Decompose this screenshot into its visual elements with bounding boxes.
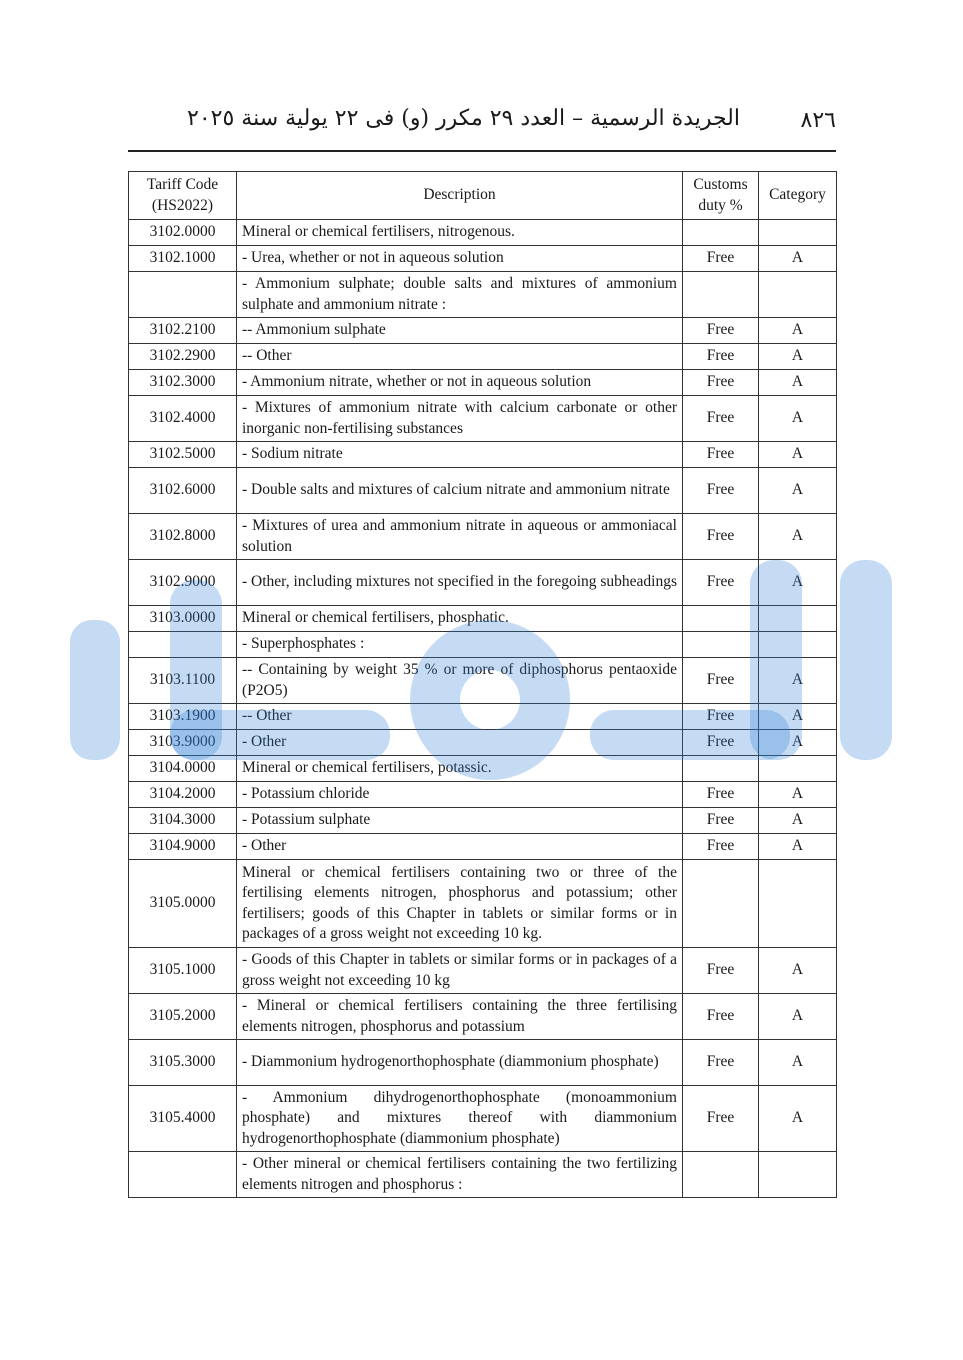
description-cell: - Mixtures of urea and ammonium nitrate in aqueous or ammoniacal solution	[237, 514, 683, 560]
description-cell: - Other, including mixtures not specified in the foregoing subheadings	[237, 560, 683, 606]
table-row	[129, 370, 837, 396]
category-cell: A	[759, 658, 837, 704]
description-cell: - Sodium nitrate	[237, 442, 683, 468]
tariff-code-cell: 3105.2000	[129, 994, 237, 1040]
customs-duty-cell: Free	[683, 560, 759, 606]
customs-duty-cell: Free	[683, 396, 759, 442]
customs-duty-cell: Free	[683, 782, 759, 808]
tariff-code-cell: 3102.2100	[129, 318, 237, 344]
table-row	[129, 468, 837, 514]
description-cell: - Superphosphates :	[237, 632, 683, 658]
tariff-code-cell: 3102.9000	[129, 560, 237, 606]
table-row	[129, 730, 837, 756]
customs-duty-cell: Free	[683, 1086, 759, 1152]
table-row	[129, 782, 837, 808]
customs-duty-cell: Free	[683, 994, 759, 1040]
table-row	[129, 860, 837, 948]
table-row	[129, 606, 837, 632]
table-row	[129, 1152, 837, 1198]
customs-duty-cell: Free	[683, 514, 759, 560]
table-header-row	[129, 172, 837, 220]
description-cell: Mineral or chemical fertilisers containing two or three of the fertilising elements nitrogen, phosphorus and potassium; other fertilisers; goods of this Chapter in tablets or similar forms or in packages of a gross weight not exceeding 10 kg.	[237, 860, 683, 948]
customs-duty-cell	[683, 756, 759, 782]
category-cell: A	[759, 468, 837, 514]
customs-duty-cell: Free	[683, 834, 759, 860]
column-header-customs-duty: Customs duty %	[683, 172, 759, 220]
category-cell	[759, 632, 837, 658]
table-row	[129, 272, 837, 318]
customs-duty-cell	[683, 632, 759, 658]
category-cell: A	[759, 560, 837, 606]
category-cell: A	[759, 246, 837, 272]
table-row	[129, 246, 837, 272]
tariff-code-cell: 3104.3000	[129, 808, 237, 834]
tariff-code-cell: 3103.0000	[129, 606, 237, 632]
category-cell: A	[759, 396, 837, 442]
category-cell	[759, 860, 837, 948]
description-cell: -- Other	[237, 344, 683, 370]
tariff-code-cell	[129, 632, 237, 658]
customs-duty-cell: Free	[683, 808, 759, 834]
customs-duty-cell	[683, 272, 759, 318]
customs-duty-cell: Free	[683, 948, 759, 994]
description-cell: - Mineral or chemical fertilisers containing the three fertilising elements nitrogen, phosphorus and potassium	[237, 994, 683, 1040]
table-row	[129, 318, 837, 344]
tariff-code-cell: 3102.0000	[129, 220, 237, 246]
table-row	[129, 756, 837, 782]
tariff-code-cell: 3104.0000	[129, 756, 237, 782]
description-cell: -- Containing by weight 35 % or more of diphosphorus pentaoxide (P2O5)	[237, 658, 683, 704]
table-row	[129, 514, 837, 560]
tariff-code-cell	[129, 272, 237, 318]
category-cell: A	[759, 948, 837, 994]
description-cell: - Ammonium sulphate; double salts and mixtures of ammonium sulphate and ammonium nitrate :	[237, 272, 683, 318]
page-number: ٨٢٦	[800, 108, 836, 133]
table-row	[129, 1086, 837, 1152]
category-cell: A	[759, 514, 837, 560]
customs-duty-cell	[683, 860, 759, 948]
customs-duty-cell: Free	[683, 704, 759, 730]
customs-duty-cell: Free	[683, 370, 759, 396]
category-cell: A	[759, 344, 837, 370]
watermark-stroke	[840, 560, 892, 760]
tariff-code-cell	[129, 1152, 237, 1198]
category-cell: A	[759, 704, 837, 730]
column-header-description: Description	[237, 172, 683, 220]
page-header	[128, 100, 836, 152]
description-cell: - Diammonium hydrogenorthophosphate (diammonium phosphate)	[237, 1040, 683, 1086]
description-cell: Mineral or chemical fertilisers, phosphatic.	[237, 606, 683, 632]
table-row	[129, 994, 837, 1040]
tariff-code-cell: 3105.0000	[129, 860, 237, 948]
tariff-table	[128, 171, 837, 1198]
tariff-code-cell: 3105.3000	[129, 1040, 237, 1086]
customs-duty-cell	[683, 1152, 759, 1198]
description-cell: - Ammonium nitrate, whether or not in aqueous solution	[237, 370, 683, 396]
description-cell: Mineral or chemical fertilisers, potassic.	[237, 756, 683, 782]
description-cell: -- Ammonium sulphate	[237, 318, 683, 344]
customs-duty-cell: Free	[683, 318, 759, 344]
category-cell	[759, 756, 837, 782]
description-cell: - Double salts and mixtures of calcium nitrate and ammonium nitrate	[237, 468, 683, 514]
description-cell: Mineral or chemical fertilisers, nitrogenous.	[237, 220, 683, 246]
description-cell: - Other	[237, 730, 683, 756]
table-row	[129, 1040, 837, 1086]
customs-duty-cell	[683, 220, 759, 246]
watermark-stroke	[70, 620, 120, 760]
category-cell: A	[759, 834, 837, 860]
category-cell: A	[759, 1040, 837, 1086]
table-row	[129, 808, 837, 834]
tariff-code-cell: 3102.3000	[129, 370, 237, 396]
tariff-code-cell: 3102.1000	[129, 246, 237, 272]
description-cell: - Ammonium dihydrogenorthophosphate (monoammonium phosphate) and mixtures thereof with diammonium hydrogenorthophosphate (diammonium phosphate)	[237, 1086, 683, 1152]
category-cell: A	[759, 370, 837, 396]
table-body	[129, 220, 837, 1198]
column-header-category: Category	[759, 172, 837, 220]
description-cell: - Other mineral or chemical fertilisers containing the two fertilizing elements nitrogen and phosphorus :	[237, 1152, 683, 1198]
description-cell: - Mixtures of ammonium nitrate with calcium carbonate or other inorganic non-fertilising substances	[237, 396, 683, 442]
tariff-code-cell: 3102.6000	[129, 468, 237, 514]
category-cell: A	[759, 782, 837, 808]
table-row	[129, 344, 837, 370]
tariff-code-cell: 3102.4000	[129, 396, 237, 442]
description-cell: - Urea, whether or not in aqueous solution	[237, 246, 683, 272]
customs-duty-cell	[683, 606, 759, 632]
description-cell: - Potassium sulphate	[237, 808, 683, 834]
table-row	[129, 396, 837, 442]
category-cell: A	[759, 442, 837, 468]
category-cell	[759, 606, 837, 632]
category-cell: A	[759, 994, 837, 1040]
tariff-code-cell: 3103.9000	[129, 730, 237, 756]
tariff-code-cell: 3103.1900	[129, 704, 237, 730]
customs-duty-cell: Free	[683, 658, 759, 704]
category-cell: A	[759, 808, 837, 834]
description-cell: - Potassium chloride	[237, 782, 683, 808]
category-cell	[759, 1152, 837, 1198]
tariff-code-cell: 3103.1100	[129, 658, 237, 704]
table-row	[129, 220, 837, 246]
table-row	[129, 632, 837, 658]
tariff-code-cell: 3104.2000	[129, 782, 237, 808]
customs-duty-cell: Free	[683, 442, 759, 468]
tariff-code-cell: 3102.2900	[129, 344, 237, 370]
table-row	[129, 704, 837, 730]
customs-duty-cell: Free	[683, 468, 759, 514]
customs-duty-cell: Free	[683, 1040, 759, 1086]
tariff-code-cell: 3105.1000	[129, 948, 237, 994]
description-cell: - Other	[237, 834, 683, 860]
table-row	[129, 658, 837, 704]
category-cell	[759, 272, 837, 318]
description-cell: -- Other	[237, 704, 683, 730]
category-cell: A	[759, 730, 837, 756]
description-cell: - Goods of this Chapter in tablets or similar forms or in packages of a gross weight not exceeding 10 kg	[237, 948, 683, 994]
category-cell: A	[759, 318, 837, 344]
table-row	[129, 442, 837, 468]
tariff-code-cell: 3102.5000	[129, 442, 237, 468]
customs-duty-cell: Free	[683, 344, 759, 370]
table-row	[129, 560, 837, 606]
category-cell	[759, 220, 837, 246]
table-row	[129, 948, 837, 994]
gazette-title: الجريدة الرسمية – العدد ٢٩ مكرر (و) فى ٢٢ يولية سنة ٢٠٢٥	[187, 106, 740, 131]
tariff-code-cell: 3104.9000	[129, 834, 237, 860]
tariff-code-cell: 3105.4000	[129, 1086, 237, 1152]
column-header-tariff-code: Tariff Code (HS2022)	[129, 172, 237, 220]
table-row	[129, 834, 837, 860]
customs-duty-cell: Free	[683, 246, 759, 272]
category-cell: A	[759, 1086, 837, 1152]
tariff-code-cell: 3102.8000	[129, 514, 237, 560]
customs-duty-cell: Free	[683, 730, 759, 756]
